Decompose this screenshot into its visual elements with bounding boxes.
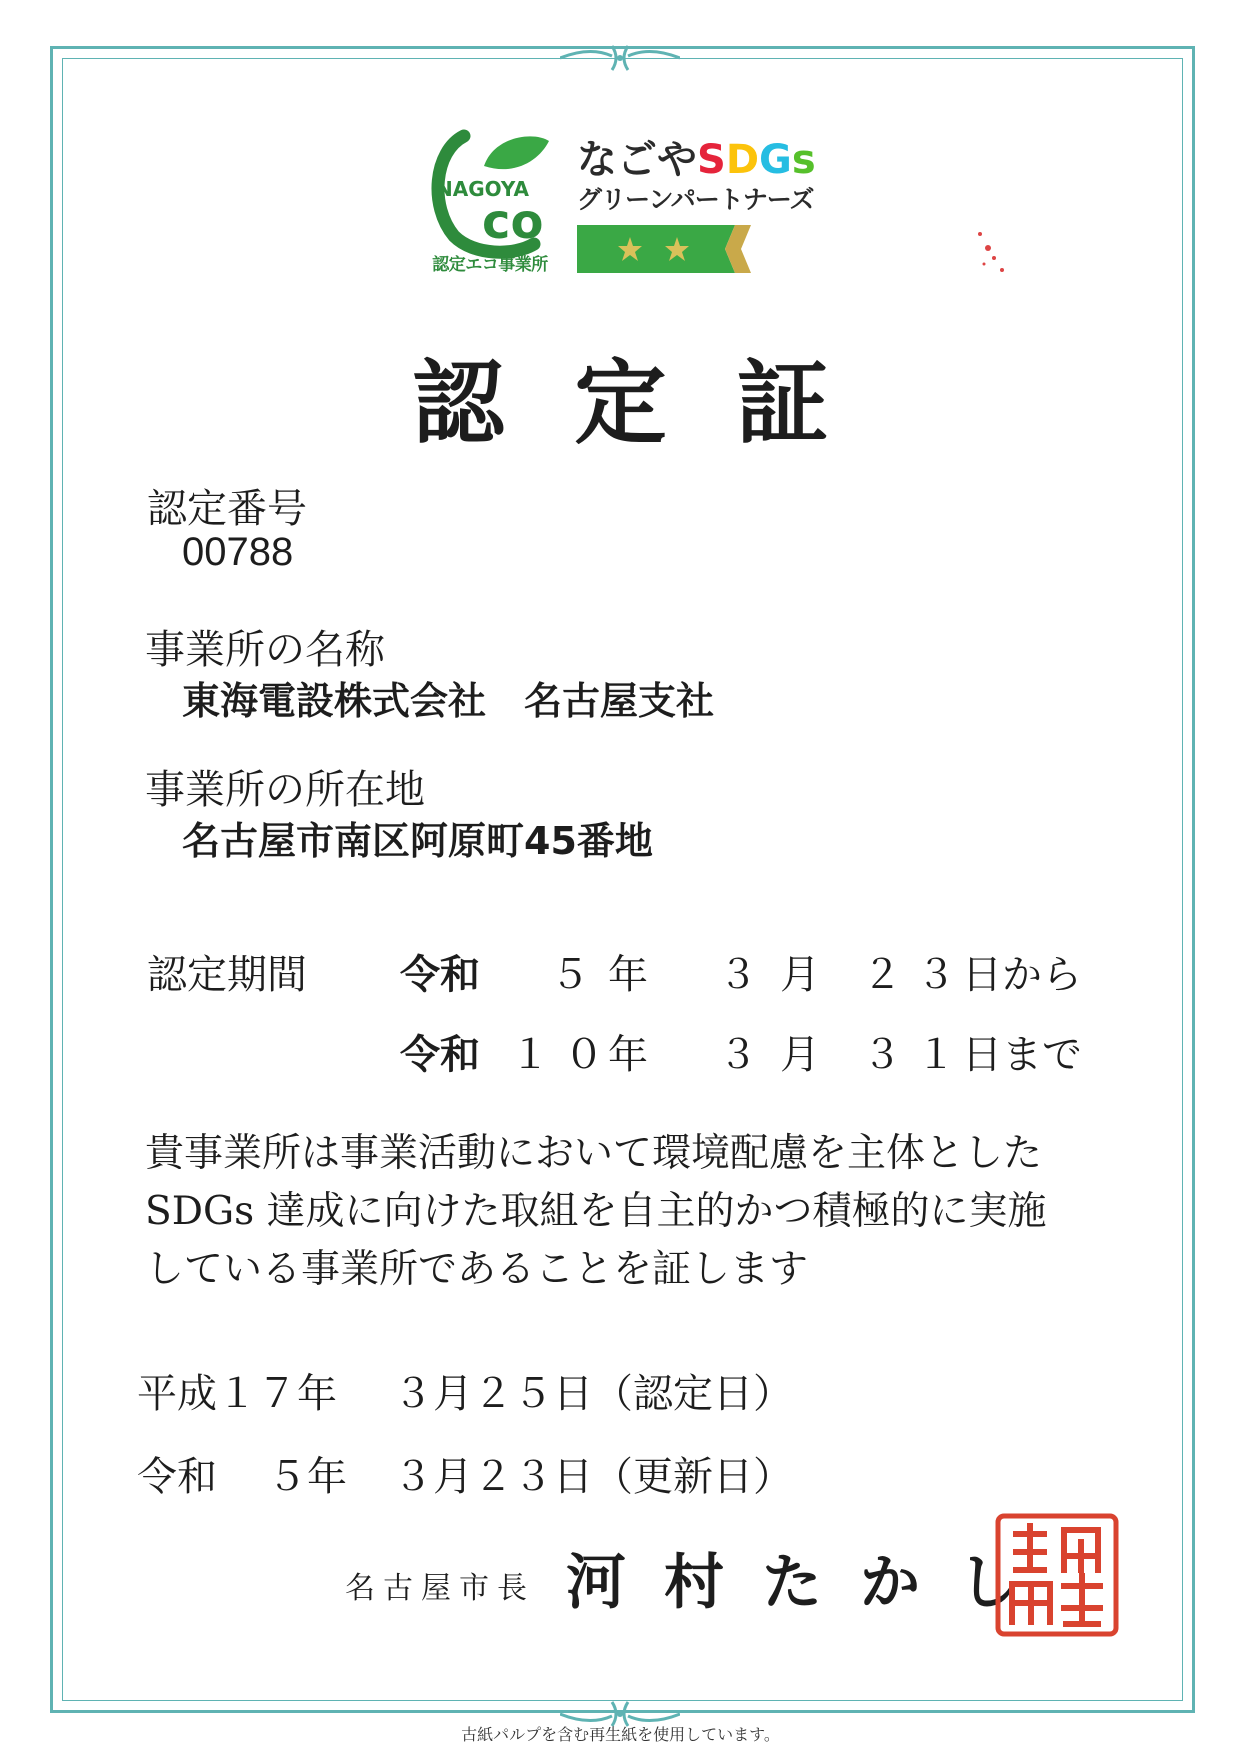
cert-date-era: 平成	[137, 1371, 217, 1417]
certification-date-row	[137, 1362, 937, 1417]
renewal-date-note: （更新日）	[593, 1454, 793, 1500]
cert-date-month: ３月	[393, 1371, 473, 1417]
renewal-date-row	[137, 1445, 937, 1500]
eco-logo-caption: 認定エコ事業所	[432, 255, 548, 275]
period-from-year-unit: 年	[608, 952, 648, 998]
recycled-paper-note: 古紙パルプを含む再生紙を使用しています。	[461, 1725, 780, 1744]
certification-number-label: 認定番号	[147, 486, 307, 532]
certification-statement	[145, 1125, 1105, 1299]
statement-line: している事業所であることを証します	[145, 1247, 809, 1292]
period-from-suffix: 日から	[962, 952, 1082, 998]
svg-text:co: co	[482, 194, 544, 250]
period-to-year-unit: 年	[608, 1032, 648, 1078]
ink-speck	[972, 228, 1012, 288]
renewal-date-day: ２３日	[473, 1454, 593, 1500]
period-from-year: ５	[550, 952, 590, 998]
period-to-month: ３	[718, 1032, 758, 1078]
period-to-era: 令和	[400, 1032, 480, 1078]
official-seal	[994, 1512, 1120, 1638]
period-to-month-unit: 月	[780, 1032, 820, 1078]
top-border-ornament	[560, 38, 680, 78]
period-to-row	[0, 1023, 1241, 1078]
cert-date-day: ２５日	[473, 1371, 593, 1417]
cert-date-note: （認定日）	[593, 1371, 793, 1417]
green-partner-star-band	[577, 225, 759, 273]
renewal-date-era: 令和	[137, 1454, 217, 1500]
period-from-era: 令和	[400, 952, 480, 998]
certification-number-value: 00788	[182, 530, 294, 574]
period-to-day: ３１	[862, 1032, 970, 1078]
period-from-row	[0, 943, 1241, 998]
statement-line: 貴事業所は事業活動において環境配慮を主体とした	[145, 1131, 1043, 1176]
business-name-value: 東海電設株式会社 名古屋支社	[182, 679, 715, 723]
certificate-title: 認定証	[412, 349, 899, 457]
period-from-month: ３	[718, 952, 758, 998]
eco-logo-text: NAGOYA	[436, 177, 529, 201]
mayor-title: 名古屋市長	[345, 1571, 535, 1606]
period-to-suffix: 日まで	[962, 1032, 1082, 1078]
business-address-value: 名古屋市南区阿原町45番地	[182, 819, 653, 863]
cert-date-year: １７年	[217, 1371, 337, 1417]
renewal-date-year: ５年	[267, 1454, 347, 1500]
statement-line: SDGs 達成に向けた取組を自主的かつ積極的に実施	[145, 1189, 1047, 1234]
period-from-day: ２３	[862, 952, 970, 998]
mayor-name: 河村たかし	[566, 1548, 1056, 1618]
renewal-date-month: ３月	[393, 1454, 473, 1500]
sdgs-logo-subtitle: グリーンパートナーズ	[577, 185, 814, 214]
certification-period-label: 認定期間	[147, 952, 307, 998]
period-from-month-unit: 月	[780, 952, 820, 998]
sdgs-logo-title: なごやSDGs	[577, 137, 816, 183]
period-to-year: １０	[510, 1032, 618, 1078]
business-name-label: 事業所の名称	[145, 627, 385, 673]
business-address-label: 事業所の所在地	[145, 767, 425, 813]
